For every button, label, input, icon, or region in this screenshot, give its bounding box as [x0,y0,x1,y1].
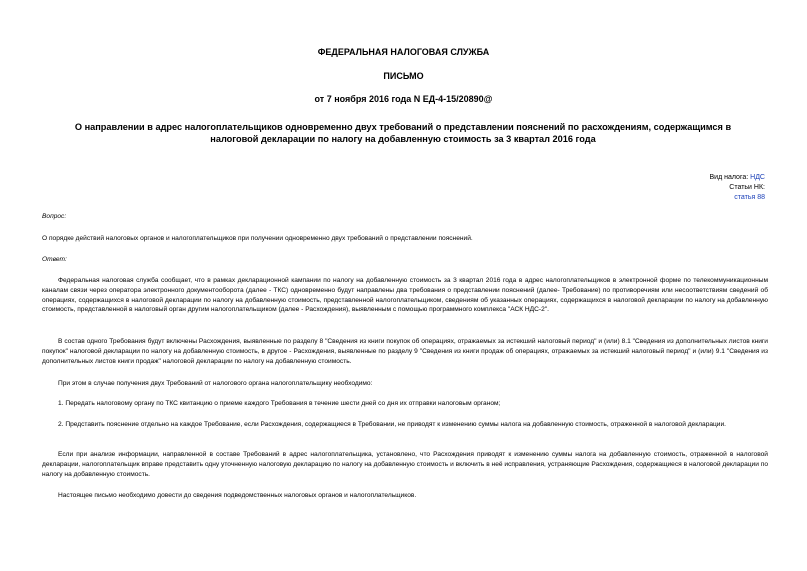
answer-paragraph-4: 1. Передать налоговому органу по ТКС квитанцию о приеме каждого Требования в течение шести дней со дня их отправки налоговым органом; [58,400,501,407]
question-label: Вопрос: [42,213,67,220]
document-title: О направлении в адрес налогоплательщиков одновременно двух требований о представлении пояснений по расхождениям, содержащимся в налоговой декларации по налогу на добавленную стоимость за 3 квартал 2016 года [74,122,732,144]
answer-paragraph-2: В состав одного Требования будут включены Расхождения, выявленные по разделу 8 "Сведения из книги покупок об операциях, отражаемых за истекший налоговый период" и (или) 8.1 "Сведения из дополнительных листов книги покупок" налоговой декларации по налогу на добавленную стоимость, в другое - Расхождения, выявленные по разделу 9 "Сведения из книги продаж об операциях, отражаемых за истекший налоговый период" и (или) 9.1 "Сведения из дополнительных листов книги продаж" налоговой декларации по налогу на добавленную стоимость. [42,338,768,365]
answer-label: Ответ: [42,256,67,263]
answer-paragraph-1: Федеральная налоговая служба сообщает, что в рамках декларационной кампании по налогу на добавленную стоимость за 3 квартал 2016 года в адрес налогоплательщиков в электронной форме по телекоммуникационным каналам связи через оператора электронного документооборота (далее - ТКС) одновременно будут направлены два требования о представлении пояснений (далее- Требование) по противоречиям или несоответствиям сведений об операциях, содержащихся в налоговой декларации по налогу на добавленную стоимость, представленной налогоплательщиком, сведениям об указанных операциях, содержащихся в налоговой декларации по налогу на добавленную стоимость, представленной в налоговый орган другим налогоплательщиком (далее - Расхождения), выявленным с помощью программного комплекса "АСК НДС-2". [42,277,768,314]
tax-type-label: Вид налога: [709,174,749,181]
tax-type-link[interactable]: НДС [750,174,765,181]
answer-paragraph-7: Настоящее письмо необходимо довести до сведения подведомственных налоговых органов и налогоплательщиков. [58,492,417,499]
answer-paragraph-3: При этом в случае получения двух Требований от налогового органа налогоплательщику необходимо: [58,380,373,387]
document-date-number: от 7 ноября 2016 года N ЕД-4-15/20890@ [314,94,493,104]
tax-type-line [710,173,765,182]
question-text: О порядке действий налоговых органов и налогоплательщиков при получении одновременно двух требований о представлении пояснений. [42,235,473,242]
document-type: ПИСЬМО [383,71,424,81]
answer-paragraph-5: 2. Представить пояснение отдельно на каждое Требование, если Расхождения, содержащиеся в Требовании, не приводят к изменению суммы налога на добавленную стоимость, отраженной в налоговой декларации. [58,421,727,428]
answer-paragraph-6: Если при анализе информации, направленной в составе Требований в адрес налогоплательщика, установлено, что Расхождения приводят к изменению суммы налога на добавленную стоимость, отраженной в налоговой декларации, налогоплательщик вправе представить одну уточненную налоговую декларацию по налогу на добавленную стоимость и включить в неё исправления, устраняющие Расхождения, содержащиеся в налоговой декларации по налогу на добавленную стоимость. [42,451,768,478]
agency-name: ФЕДЕРАЛЬНАЯ НАЛОГОВАЯ СЛУЖБА [317,47,490,57]
article-link[interactable]: статья 88 [734,194,765,201]
articles-label: Статьи НК: [729,184,765,191]
